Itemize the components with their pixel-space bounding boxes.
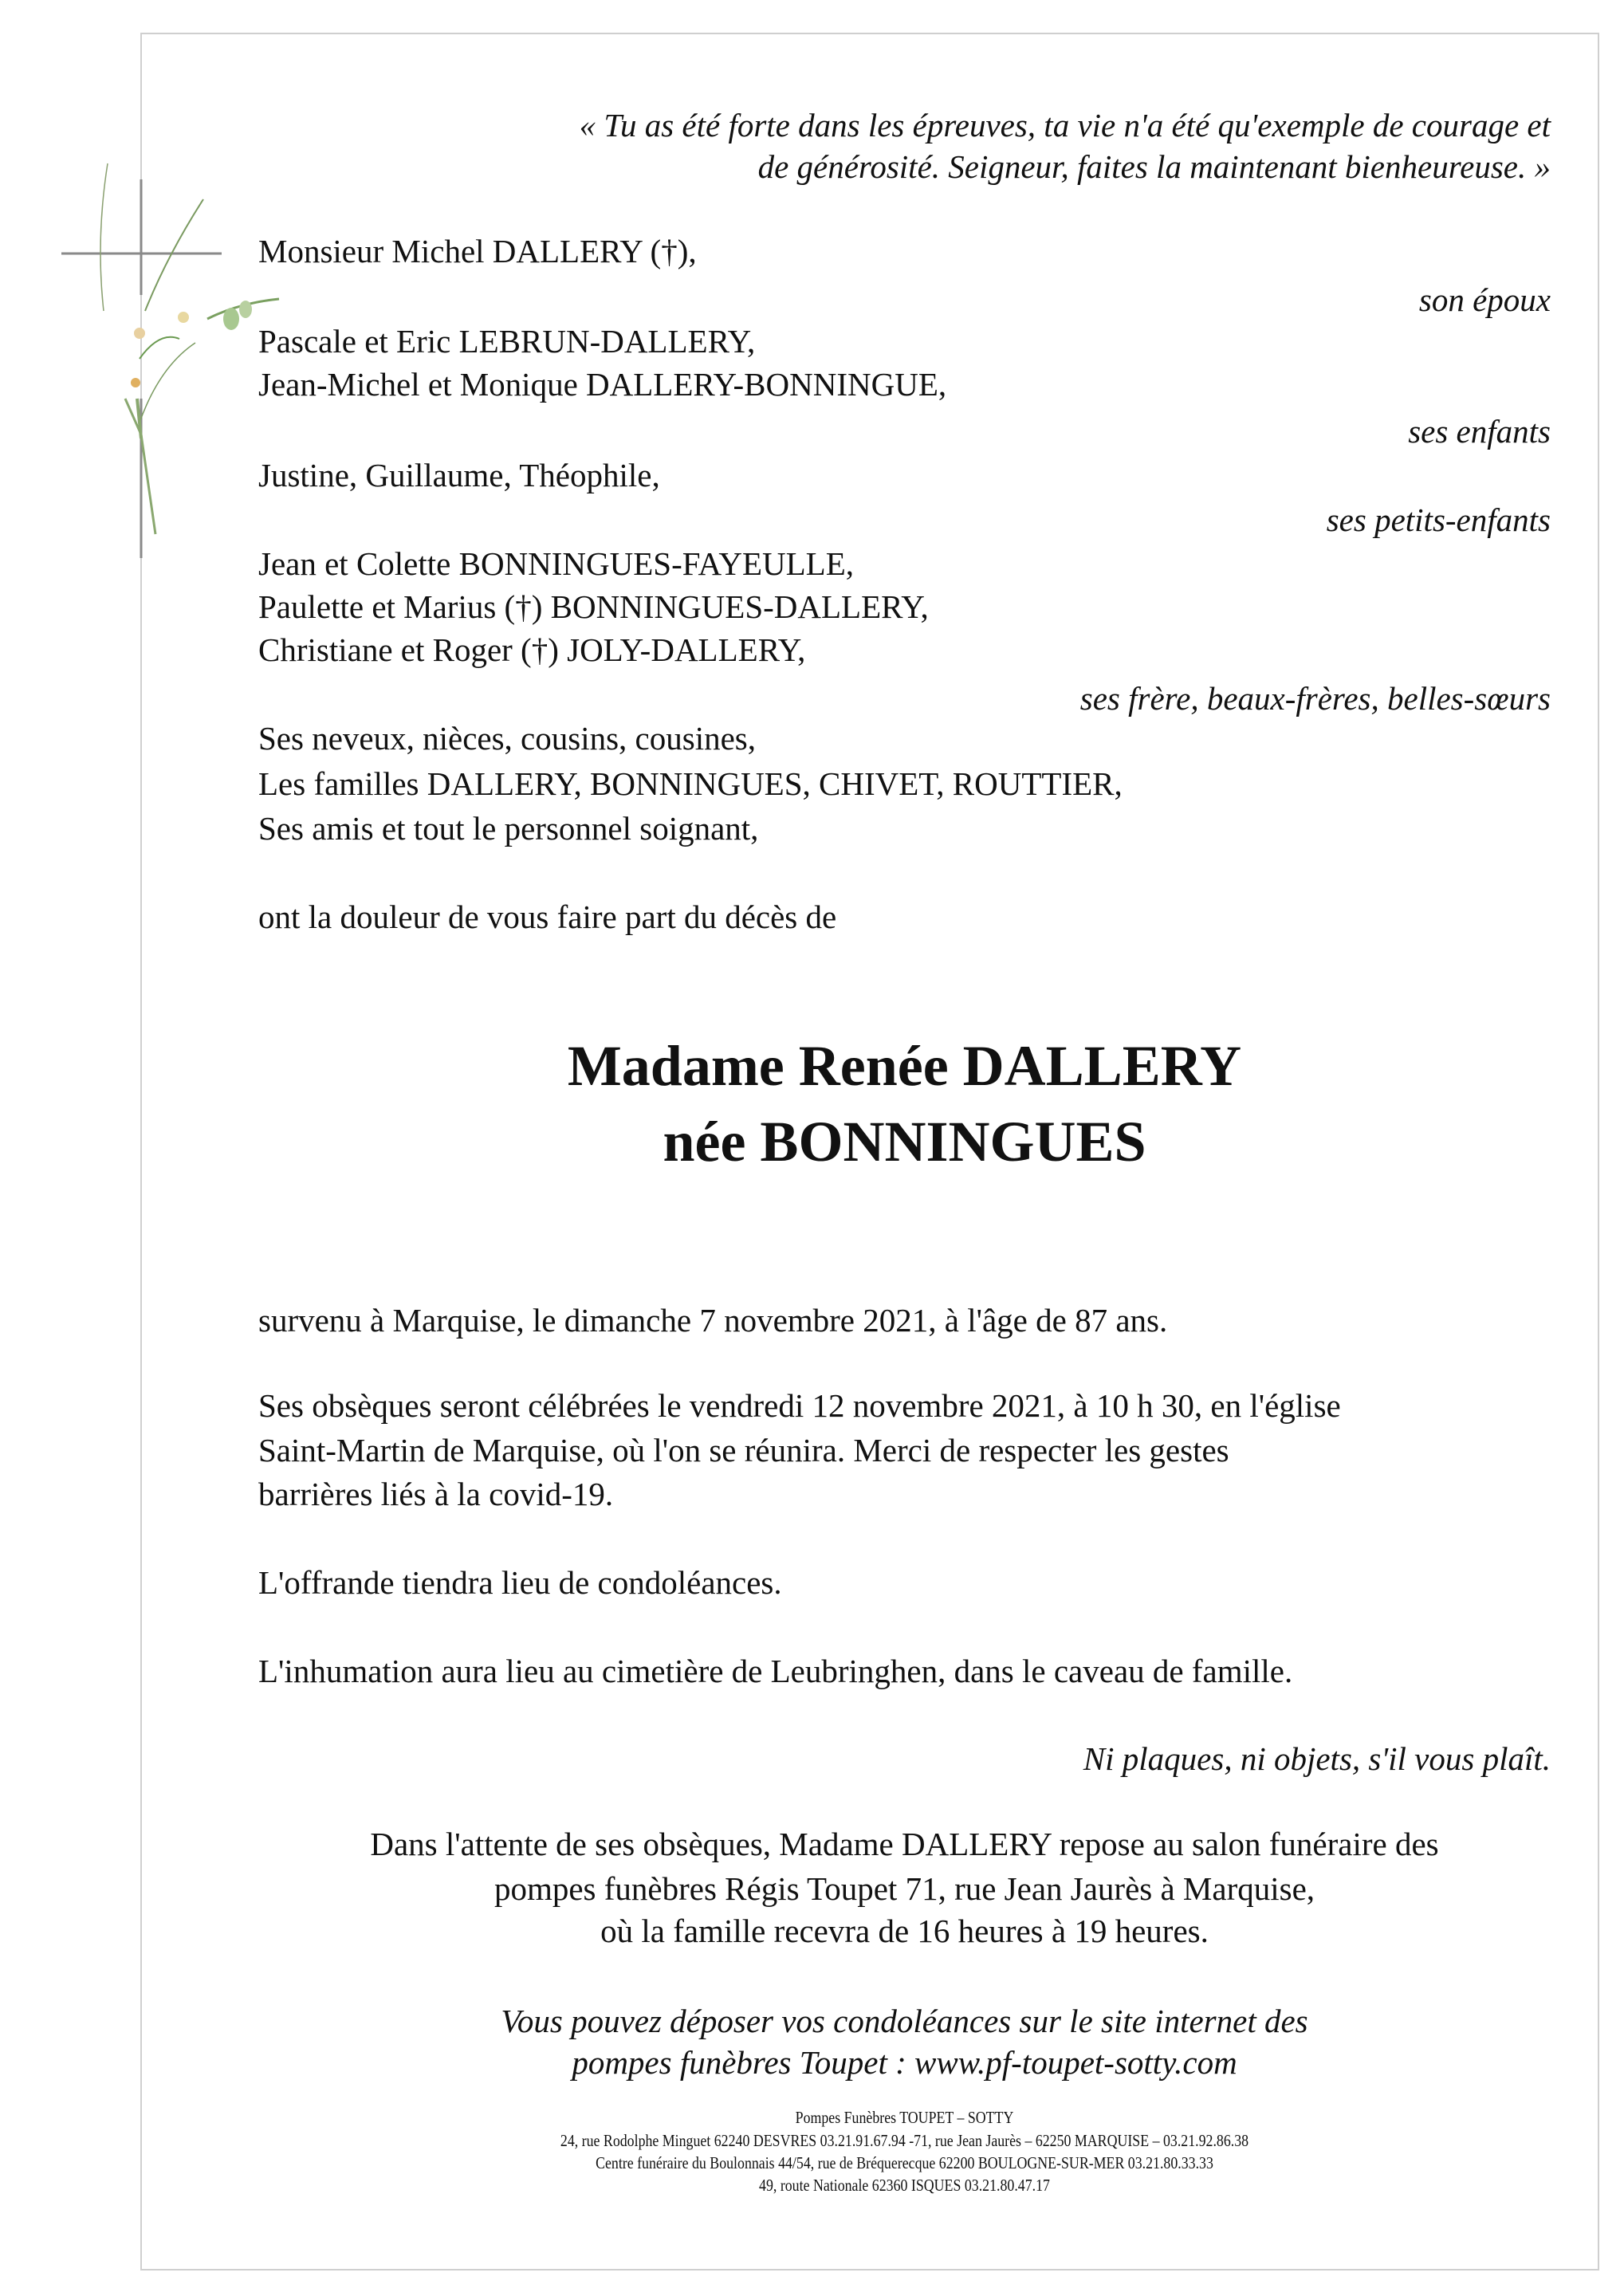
family-line: Ses amis et tout le personnel soignant, xyxy=(258,810,759,847)
funeral-line: Saint-Martin de Marquise, où l'on se réunira. Merci de respecter les gestes xyxy=(258,1432,1229,1468)
relation-label: son époux xyxy=(1418,281,1551,318)
family-line: Ses neveux, nièces, cousins, cousines, xyxy=(258,720,756,757)
family-line: Jean-Michel et Monique DALLERY-BONNINGUE, xyxy=(258,366,947,403)
no-flowers-note: Ni plaques, ni objets, s'il vous plaît. xyxy=(1083,1740,1551,1777)
wake-line: pompes funèbres Régis Toupet 71, rue Jean Jaurès à Marquise, xyxy=(493,1870,1315,1907)
family-line: Jean et Colette BONNINGUES-FAYEULLE, xyxy=(258,545,855,582)
burial-note: L'inhumation aura lieu au cimetière de Leubringhen, dans le caveau de famille. xyxy=(258,1653,1293,1689)
family-line: Les familles DALLERY, BONNINGUES, CHIVET, ROUTTIER, xyxy=(258,765,1123,802)
wake-line: où la famille recevra de 16 heures à 19 heures. xyxy=(600,1913,1209,1949)
relation-label: ses frère, beaux-frères, belles-sœurs xyxy=(1079,680,1551,717)
announcement: ont la douleur de vous faire part du décès de xyxy=(258,898,837,935)
family-line: Monsieur Michel DALLERY (†), xyxy=(258,233,697,269)
funeral-line: Ses obsèques seront célébrées le vendredi 12 novembre 2021, à 10 h 30, en l'église xyxy=(258,1387,1341,1424)
funeral-line: barrières liés à la covid-19. xyxy=(258,1476,614,1512)
relation-label: ses enfants xyxy=(1408,413,1551,450)
offering-note: L'offrande tiendra lieu de condoléances. xyxy=(258,1564,782,1601)
quote-line-1: « Tu as été forte dans les épreuves, ta vie n'a été qu'exemple de courage et xyxy=(579,107,1551,144)
wake-line: Dans l'attente de ses obsèques, Madame DALLERY repose au salon funéraire des xyxy=(370,1826,1439,1862)
footer-line: Centre funéraire du Boulonnais 44/54, rue de Bréquerecque 62200 BOULOGNE-SUR-MER 03.21.80.33.33 xyxy=(596,2153,1213,2172)
condolences-line: pompes funèbres Toupet : www.pf-toupet-sotty.com xyxy=(572,2044,1237,2081)
condolences-line: Vous pouvez déposer vos condoléances sur le site internet des xyxy=(501,2003,1308,2039)
cross-flower-icon xyxy=(48,159,287,606)
family-line: Justine, Guillaume, Théophile, xyxy=(258,457,660,493)
footer-line: 24, rue Rodolphe Minguet 62240 DESVRES 03.21.91.67.94 -71, rue Jean Jaurès – 62250 MARQUISE – 03.21.92.86.38 xyxy=(560,2131,1249,2150)
death-details: survenu à Marquise, le dimanche 7 novembre 2021, à l'âge de 87 ans. xyxy=(258,1302,1168,1339)
family-line: Pascale et Eric LEBRUN-DALLERY, xyxy=(258,323,756,360)
deceased-maiden-name: née BONNINGUES xyxy=(663,1110,1146,1174)
footer-line: Pompes Funèbres TOUPET – SOTTY xyxy=(795,2108,1014,2127)
family-line: Paulette et Marius (†) BONNINGUES-DALLERY, xyxy=(258,588,929,625)
relation-label: ses petits-enfants xyxy=(1326,501,1551,538)
family-line: Christiane et Roger (†) JOLY-DALLERY, xyxy=(258,631,806,668)
deceased-name: Madame Renée DALLERY xyxy=(567,1034,1242,1098)
quote-line-2: de générosité. Seigneur, faites la maintenant bienheureuse. » xyxy=(757,148,1551,185)
footer-line: 49, route Nationale 62360 ISQUES 03.21.80.47.17 xyxy=(759,2176,1050,2195)
